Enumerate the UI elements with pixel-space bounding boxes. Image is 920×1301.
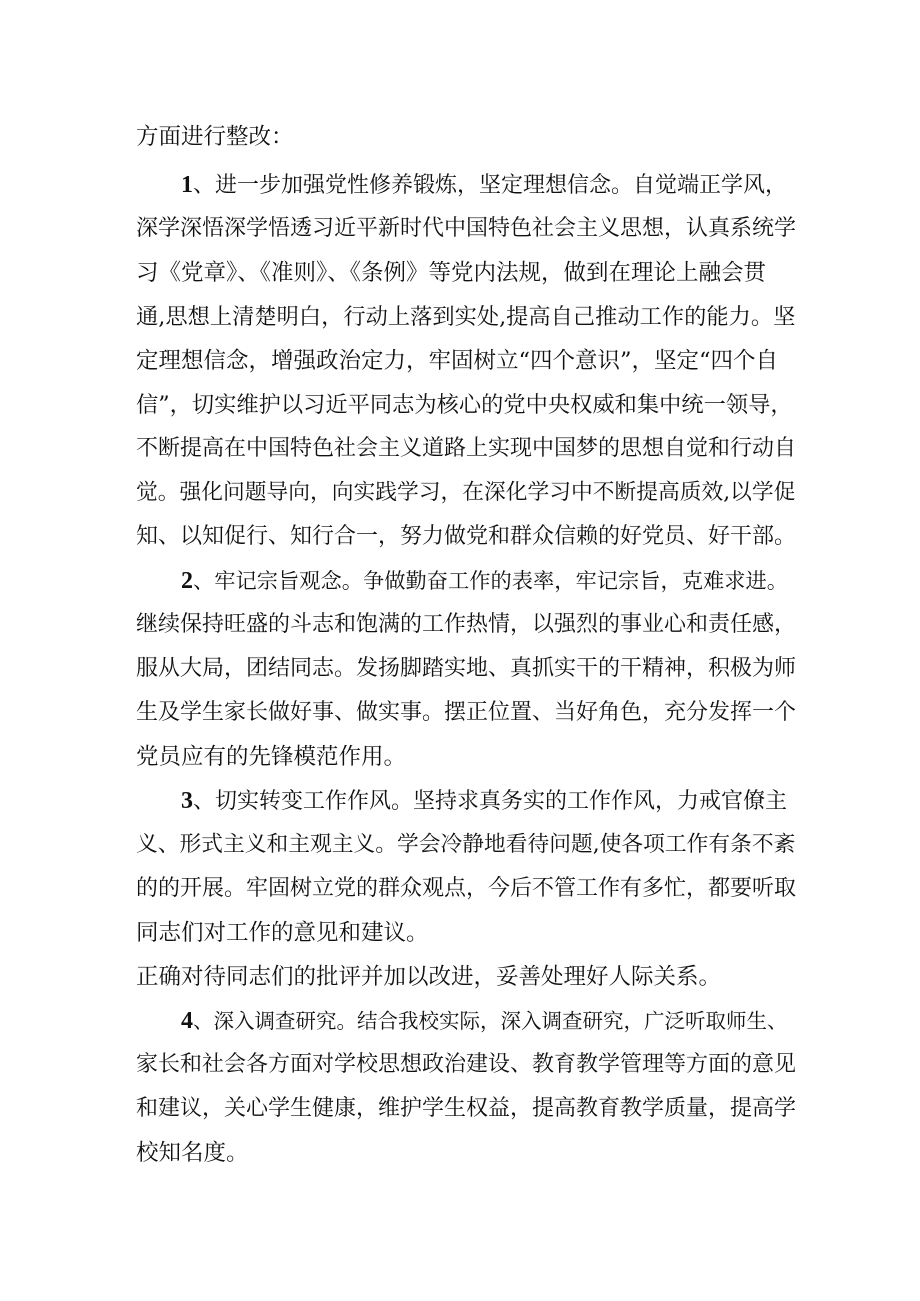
- item-3-line-5: 正确对待同志们的批评并加以改进，妥善处理好人际关系。: [136, 964, 722, 990]
- item-4-number: 4: [181, 1008, 193, 1034]
- item-3-number: 3: [181, 788, 193, 814]
- item-1-line-2: 深学深悟深学悟透习近平新时代中国特色社会主义思想，认真系统学: [136, 216, 797, 241]
- item-3-line-2: 义、形式主义和主观主义。学会冷静地看待问题,使各项工作有条不紊: [136, 832, 796, 857]
- item-2-line-3: 服从大局，团结同志。发扬脚踏实地、真抓实干的干精神，积极为师: [136, 656, 797, 681]
- item-2-line-4: 生及学生家长做好事、做实事。摆正位置、当好角色，充分发挥一个: [136, 700, 797, 725]
- item-2-line-5: 党员应有的先锋模范作用。: [136, 744, 407, 770]
- item-2-line-1: 、牢记宗旨观念。争做勤奋工作的表率，牢记宗旨，克难求进。: [193, 569, 789, 594]
- item-1-line-3: 习《党章》、《准则》、《条例》等党内法规，做到在理论上融会贯: [136, 260, 767, 286]
- item-4-first-line: [181, 1006, 791, 1036]
- item-1-first-line: [181, 170, 791, 201]
- item-3-line-3: 的的开展。牢固树立党的群众观点，今后不管工作有多忙，都要听取: [136, 876, 797, 901]
- item-3-line-4: 同志们对工作的意见和建议。: [136, 920, 429, 946]
- item-1-line-4: 通,思想上清楚明白，行动上落到实处,提高自己推动工作的能力。坚: [136, 304, 796, 330]
- item-1-line-9: 知、以知促行、知行合一，努力做党和群众信赖的好党员、好干部。: [136, 524, 797, 549]
- item-3-first-line: [181, 786, 791, 817]
- item-1-number: 1: [181, 172, 193, 198]
- item-1-line-8: 觉。强化问题导向，向实践学习，在深化学习中不断提高质效,以学促: [136, 480, 796, 505]
- item-2-line-2: 继续保持旺盛的斗志和饱满的工作热情，以强烈的事业心和责任感，: [136, 612, 797, 637]
- item-4-line-1: 、深入调查研究。结合我校实际，深入调查研究，广泛听取师生、: [193, 1009, 788, 1033]
- item-3-line-1: 、切实转变工作作风。坚持求真务实的工作作风，力戒官僚主: [193, 789, 788, 814]
- item-2-number: 2: [181, 568, 193, 594]
- item-2-first-line: [181, 566, 791, 597]
- item-4-line-3: 和建议，关心学生健康，维护学生权益，提高教育教学质量，提高学: [136, 1096, 797, 1121]
- item-4-line-2: 家长和社会各方面对学校思想政治建设、教育教学管理等方面的意见: [136, 1052, 797, 1077]
- item-4-line-4: 校知名度。: [136, 1140, 249, 1166]
- item-1-line-5: 定理想信念，增强政治定力，牢固树立“四个意识”，坚定“四个自: [136, 348, 779, 374]
- item-1-line-1: 、进一步加强党性修养锻炼，坚定理想信念。自觉端正学风，: [193, 173, 788, 198]
- item-1-line-7: 不断提高在中国特色社会主义道路上实现中国梦的思想自觉和行动自: [136, 436, 797, 461]
- item-1-line-6: 信”，切实维护以习近平同志为核心的党中央权威和集中统一领导，: [136, 392, 793, 418]
- intro-line: 方面进行整改：: [136, 124, 294, 150]
